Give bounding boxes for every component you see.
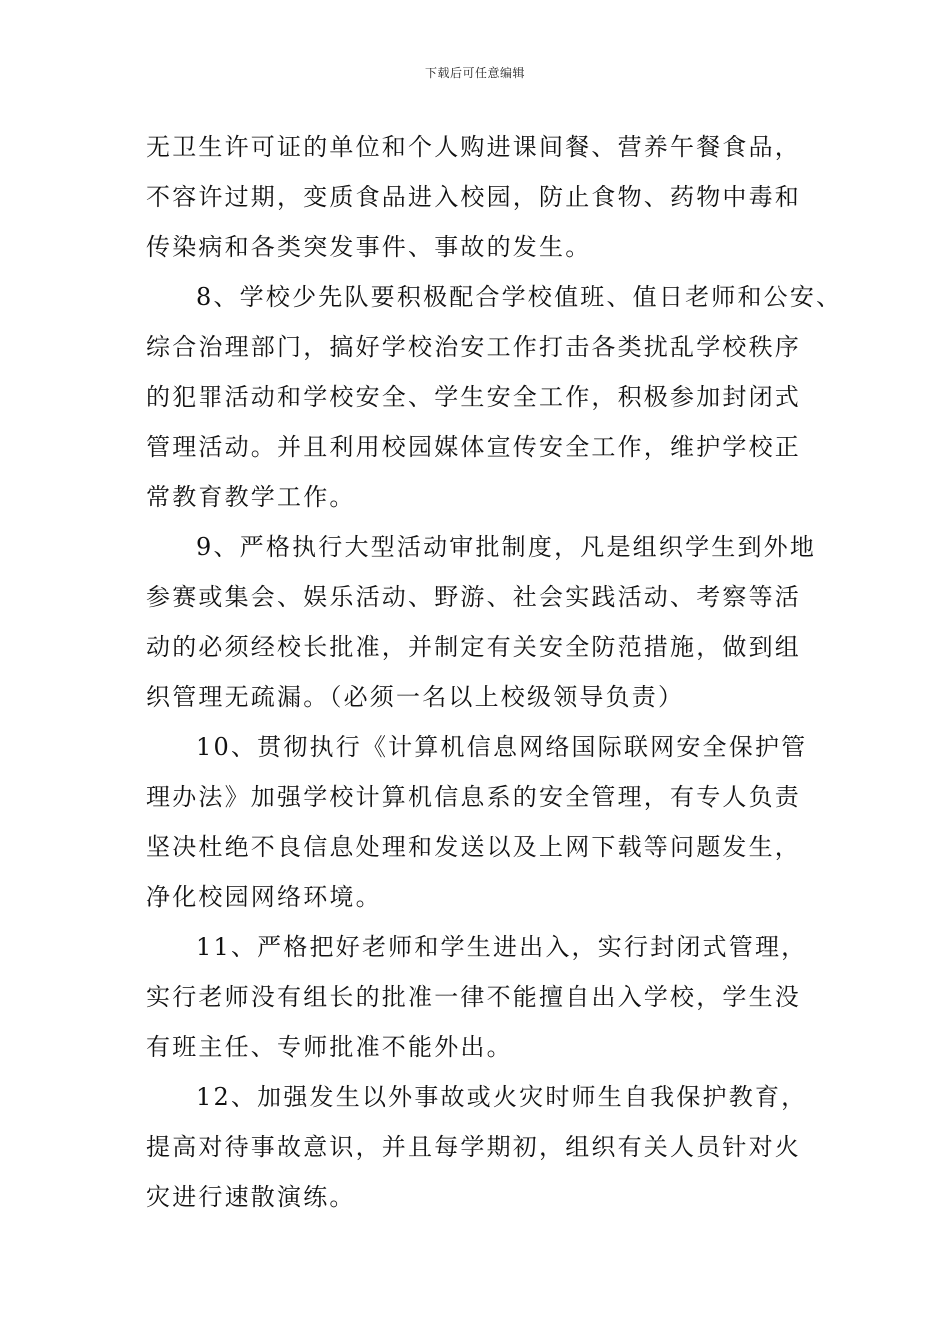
- text-line: 12、加强发生以外事故或火灾时师生自我保护教育，: [196, 1083, 808, 1111]
- text-line: 9、严格执行大型活动审批制度，凡是组织学生到外地: [196, 533, 817, 561]
- paragraph-item-11: [146, 922, 816, 1072]
- text-line: 坚决杜绝不良信息处理和发送以及上网下载等问题发生，: [146, 833, 801, 861]
- text-line: 8、学校少先队要积极配合学校值班、值日老师和公安、: [196, 283, 843, 311]
- text-line: 传染病和各类突发事件、事故的发生。: [146, 233, 592, 261]
- text-line: 理办法》加强学校计算机信息系的安全管理，有专人负责: [146, 783, 801, 811]
- text-line: 有班主任、专师批准不能外出。: [146, 1033, 513, 1061]
- text-line: 不容许过期，变质食品进入校园，防止食物、药物中毒和: [146, 183, 801, 211]
- text-line: 参赛或集会、娱乐活动、野游、社会实践活动、考察等活: [146, 583, 801, 611]
- text-line: 11、严格把好老师和学生进出入，实行封闭式管理，: [196, 933, 808, 961]
- text-line: 综合治理部门，搞好学校治安工作打击各类扰乱学校秩序: [146, 333, 801, 361]
- text-line: 10、贯彻执行《计算机信息网络国际联网安全保护管: [196, 733, 808, 761]
- text-line: 无卫生许可证的单位和个人购进课间餐、营养午餐食品，: [146, 133, 801, 161]
- paragraph-item-12: [146, 1072, 816, 1222]
- text-line: 的犯罪活动和学校安全、学生安全工作，积极参加封闭式: [146, 383, 801, 411]
- text-line: 常教育教学工作。: [146, 483, 356, 511]
- text-line: 灾进行速散演练。: [146, 1183, 356, 1211]
- document-body: [146, 122, 843, 1222]
- text-line: 动的必须经校长批准，并制定有关安全防范措施，做到组: [146, 633, 801, 661]
- text-line: 提高对待事故意识，并且每学期初，组织有关人员针对火: [146, 1133, 801, 1161]
- text-line: 管理活动。并且利用校园媒体宣传安全工作，维护学校正: [146, 433, 801, 461]
- text-line: 织管理无疏漏。（必须一名以上校级领导负责）: [146, 683, 685, 711]
- paragraph-item-9: [146, 522, 816, 722]
- paragraph-continuation: [146, 122, 816, 272]
- page-header: 下载后可任意编辑: [424, 66, 525, 80]
- text-line: 实行老师没有组长的批准一律不能擅自出入学校，学生没: [146, 983, 801, 1011]
- text-line: 净化校园网络环境。: [146, 883, 382, 911]
- paragraph-item-10: [146, 722, 816, 922]
- paragraph-item-8: [146, 272, 843, 522]
